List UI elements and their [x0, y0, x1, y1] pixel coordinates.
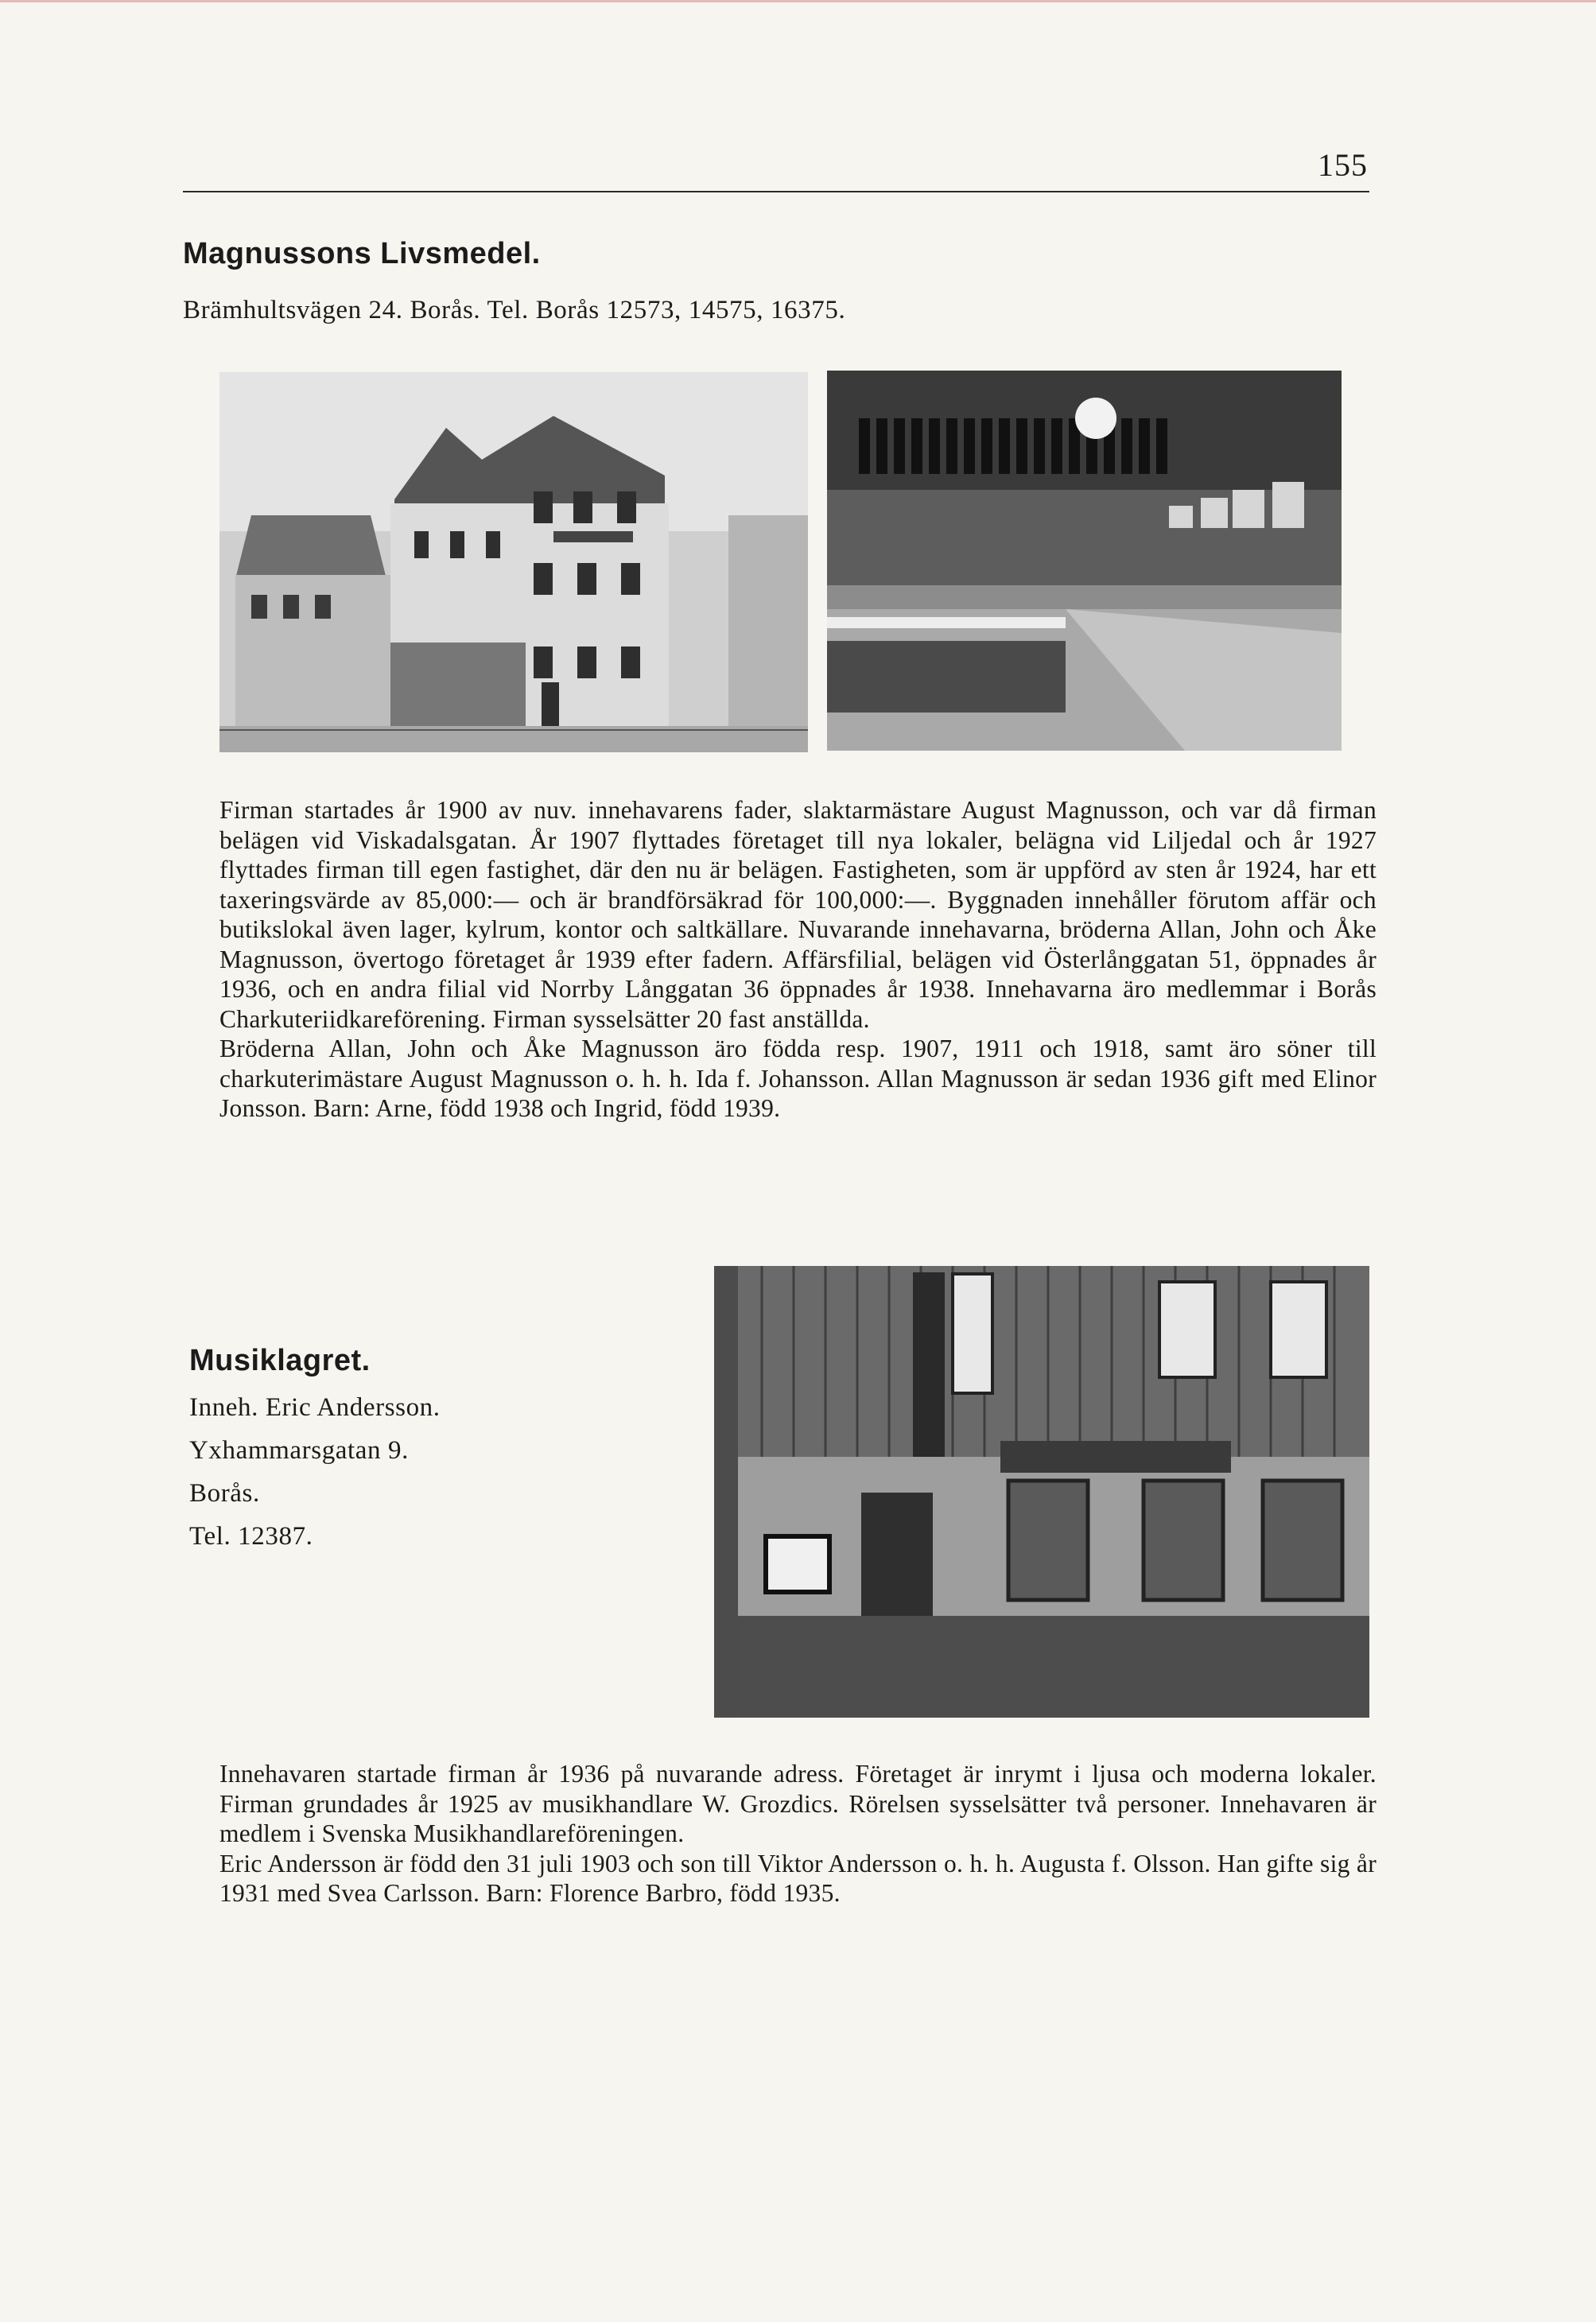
section-title-magnussons: Magnussons Livsmedel.	[183, 237, 541, 270]
body-text-magnussons	[219, 795, 1377, 1124]
paragraph: Innehavaren startade firman år 1936 på nuvarande adress. Företaget är inrymt i ljusa och moderna lokaler. Firman grundades år 1925 av musikhandlare W. Grozdics. Rörelsen sysselsätter två personer. Innehavaren är medlem i Svenska Musikhandlareföreningen.	[219, 1760, 1377, 1847]
header-rule	[183, 191, 1369, 192]
section-title-musiklagret: Musiklagret.	[189, 1344, 371, 1377]
page-number: 155	[1318, 147, 1368, 183]
body-text-musiklagret	[219, 1759, 1377, 1908]
photo-shop-interior	[827, 371, 1342, 751]
paragraph: Firman startades år 1900 av nuv. innehavarens fader, slaktarmästare August Magnusson, och var då firman belägen vid Viskadalsgatan. År 1907 flyttades företaget till nya lokaler, belägna vid Liljedal och år 1927 flyttades firman till egen fastighet, där den nu är belägen. Fastigheten, som är uppförd av sten år 1924, har ett taxeringsvärde av 85,000:— och är brandförsäkrad för 100,000:—. Byggnaden innehåller förutom affär och butikslokal även lager, kylrum, kontor och saltkällare. Nuvarande innehavarna, bröderna Allan, John och Åke Magnusson, övertogo företaget år 1939 efter fadern. Affärsfilial, belägen vid Österlånggatan 51, öppnades år 1936, och en andra filial vid Norrby Långgatan 36 öppnades år 1938. Innehavarna äro medlemmar i Borås Charkuteriidkareförening. Firman sysselsätter 20 fast anställda.	[219, 796, 1377, 1033]
owner-line: Inneh. Eric Andersson.	[189, 1393, 441, 1422]
phone-line: Tel. 12387.	[189, 1522, 313, 1551]
street-line: Yxhammarsgatan 9.	[189, 1436, 409, 1465]
photo-musiklagret-facade	[714, 1266, 1369, 1718]
photo-building-exterior	[219, 372, 808, 752]
city-line: Borås.	[189, 1479, 260, 1508]
paragraph: Bröderna Allan, John och Åke Magnusson äro födda resp. 1907, 1911 och 1918, samt äro söner till charkuterimästare August Magnusson o. h. h. Ida f. Johansson. Allan Magnusson är sedan 1936 gift med Elinor Jonsson. Barn: Arne, född 1938 och Ingrid, född 1939.	[219, 1035, 1377, 1122]
section-address-magnussons: Brämhultsvägen 24. Borås. Tel. Borås 12573, 14575, 16375.	[183, 296, 846, 324]
paragraph: Eric Andersson är född den 31 juli 1903 och son till Viktor Andersson o. h. h. Augusta f. Olsson. Han gifte sig år 1931 med Svea Carlsson. Barn: Florence Barbro, född 1935.	[219, 1849, 1377, 1907]
